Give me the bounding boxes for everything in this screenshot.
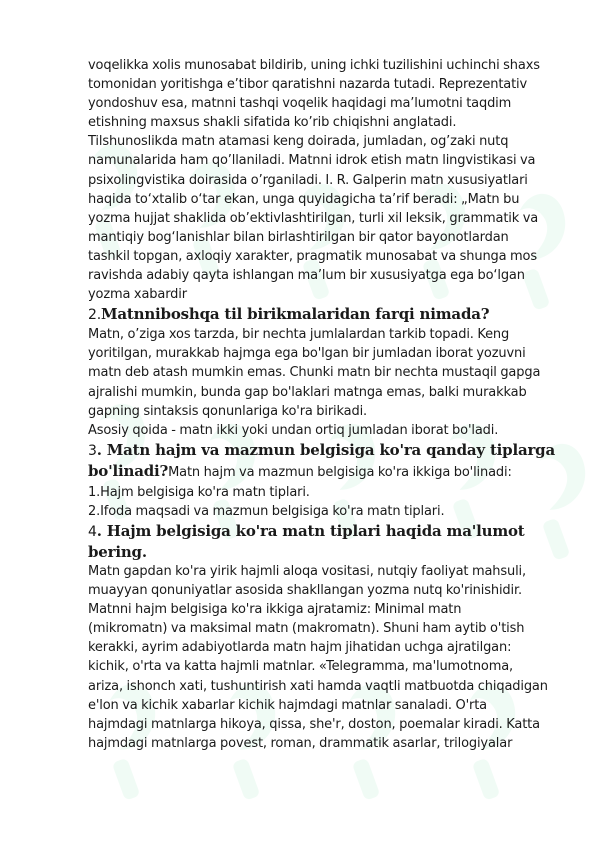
text-line: muayyan qonuniyatlar asosida shakllangan yozma nutq ko'rinishidir. <box>88 583 522 599</box>
text-line: Matn gapdan ko'ra yirik hajmli aloqa vositasi, nutqiy faoliyat mahsuli, <box>88 563 526 579</box>
text-line: e'lon va kichik xabarlar kichik hajmdagi matnlar sanaladi. O'rta <box>88 697 487 713</box>
section-heading-3-continued <box>88 461 558 483</box>
text-line: (mikromatn) va maksimal matn (makromatn). Shuni ham aytib o'tish <box>88 621 525 637</box>
text-line: Matnni hajm belgisiga ko'ra ikkiga ajratamiz: Minimal matn <box>88 602 462 618</box>
heading-number: 2. <box>88 307 101 324</box>
text-line: gapning sintaksis qonunlariga ko'ra birikadi. <box>88 403 368 419</box>
text-line: yozma hujjat shaklida ob’ektivlashtirilgan, turli xil leksik, grammatik va <box>88 210 539 226</box>
section-heading-2 <box>88 304 558 325</box>
paragraph-2 <box>88 325 558 440</box>
heading-text: Matnniboshqa til birikmalaridan farqi nimada? <box>100 305 490 324</box>
paragraph-3 <box>88 483 558 521</box>
text-line: yondoshuv esa, matnni tashqi voqelik haqidagi ma’lumotni taqdim <box>88 96 512 112</box>
heading-number: 3 <box>88 442 97 459</box>
text-line: hajmdagi matnlarga povest, roman, drammatik asarlar, trilogiyalar <box>88 735 513 751</box>
text-line: kichik, o'rta va katta hajmli matnlar. «Telegramma, ma'lumotnoma, <box>88 659 514 675</box>
heading-text: . Hajm belgisiga ko'ra matn tiplari haqida ma'lumot <box>96 521 525 540</box>
text-line: tomonidan yoritishga e’tibor qaratishni nazarda tutadi. Reprezentativ <box>88 77 528 93</box>
section-heading-4-continued <box>88 542 558 562</box>
text-line: haqida to‘xtalib o‘tar ekan, unga quyidagicha ta’rif beradi: „Matn bu <box>88 191 520 207</box>
text-line: Asosiy qoida - matn ikki yoki undan ortiq jumladan iborat bo'ladi. <box>88 422 499 438</box>
text-line: Matn, o’ziga xos tarzda, bir nechta jumlalardan tarkib topadi. Keng <box>88 327 510 343</box>
paragraph-1 <box>88 56 558 304</box>
text-line: ajralishi mumkin, bunda gap bo'laklari matnga emas, balki murakkab <box>88 384 527 400</box>
text-line: ravishda adabiy qayta ishlangan ma’lum bir xususiyatga ega bo‘lgan <box>88 268 525 284</box>
text-line: kerakki, ayrim adabiyotlarda matn hajm jihatidan uchga ajratilgan: <box>88 640 512 656</box>
document-page <box>88 56 558 753</box>
section-heading-3 <box>88 440 558 461</box>
text-line: namunalarida ham qo’llaniladi. Matnni idrok etish matn lingvistikasi va <box>88 153 536 169</box>
heading-number: 4 <box>88 523 97 540</box>
text-line: yoritilgan, murakkab hajmga ega bo'lgan bir jumladan iborat yozuvni <box>88 346 526 362</box>
text-line: yozma xabardir <box>88 287 187 303</box>
text-line: hajmdagi matnlarga hikoya, qissa, she'r, doston, poemalar kiradi. Katta <box>88 716 540 732</box>
text-line: etishning maxsus shakli sifatida ko’rib chiqishni anglatadi. <box>88 115 457 131</box>
heading-text: . Matn hajm va mazmun belgisiga ko'ra qanday tiplarga <box>96 440 555 459</box>
text-line: voqelikka xolis munosabat bildirib, uning ichki tuzilishini uchinchi shaxs <box>88 58 540 73</box>
text-line: ariza, ishonch xati, tushuntirish xati hamda vaqtli matbuotda chiqadigan <box>88 678 548 694</box>
text-line: tashkil topgan, axloqiy xarakter, pragmatik munosabat va shunga mos <box>88 248 537 264</box>
heading-inline-text: Matn hajm va mazmun belgisiga ko'ra ikkiga bo'linadi: <box>168 464 512 480</box>
text-line: Tilshunoslikda matn atamasi keng doirada, jumladan, og’zaki nutq <box>88 134 509 150</box>
text-line: matn deb atash mumkin emas. Chunki matn bir nechta mustaqil gapga <box>88 365 541 381</box>
heading-text: bering. <box>88 542 147 561</box>
text-line: mantiqiy bog‘lanishlar bilan birlashtirilgan bir qator bayonotlardan <box>88 229 509 245</box>
section-heading-4 <box>88 521 558 542</box>
list-item: 1.Hajm belgisiga ko'ra matn tiplari. <box>88 484 310 500</box>
text-line: psixolingvistika doirasida o’rganiladi. I. R. Galperin matn xususiyatlari <box>88 172 528 188</box>
paragraph-4 <box>88 562 558 753</box>
heading-text: bo'linadi? <box>88 461 169 480</box>
list-item: 2.Ifoda maqsadi va mazmun belgisiga ko'ra matn tiplari. <box>88 503 445 519</box>
